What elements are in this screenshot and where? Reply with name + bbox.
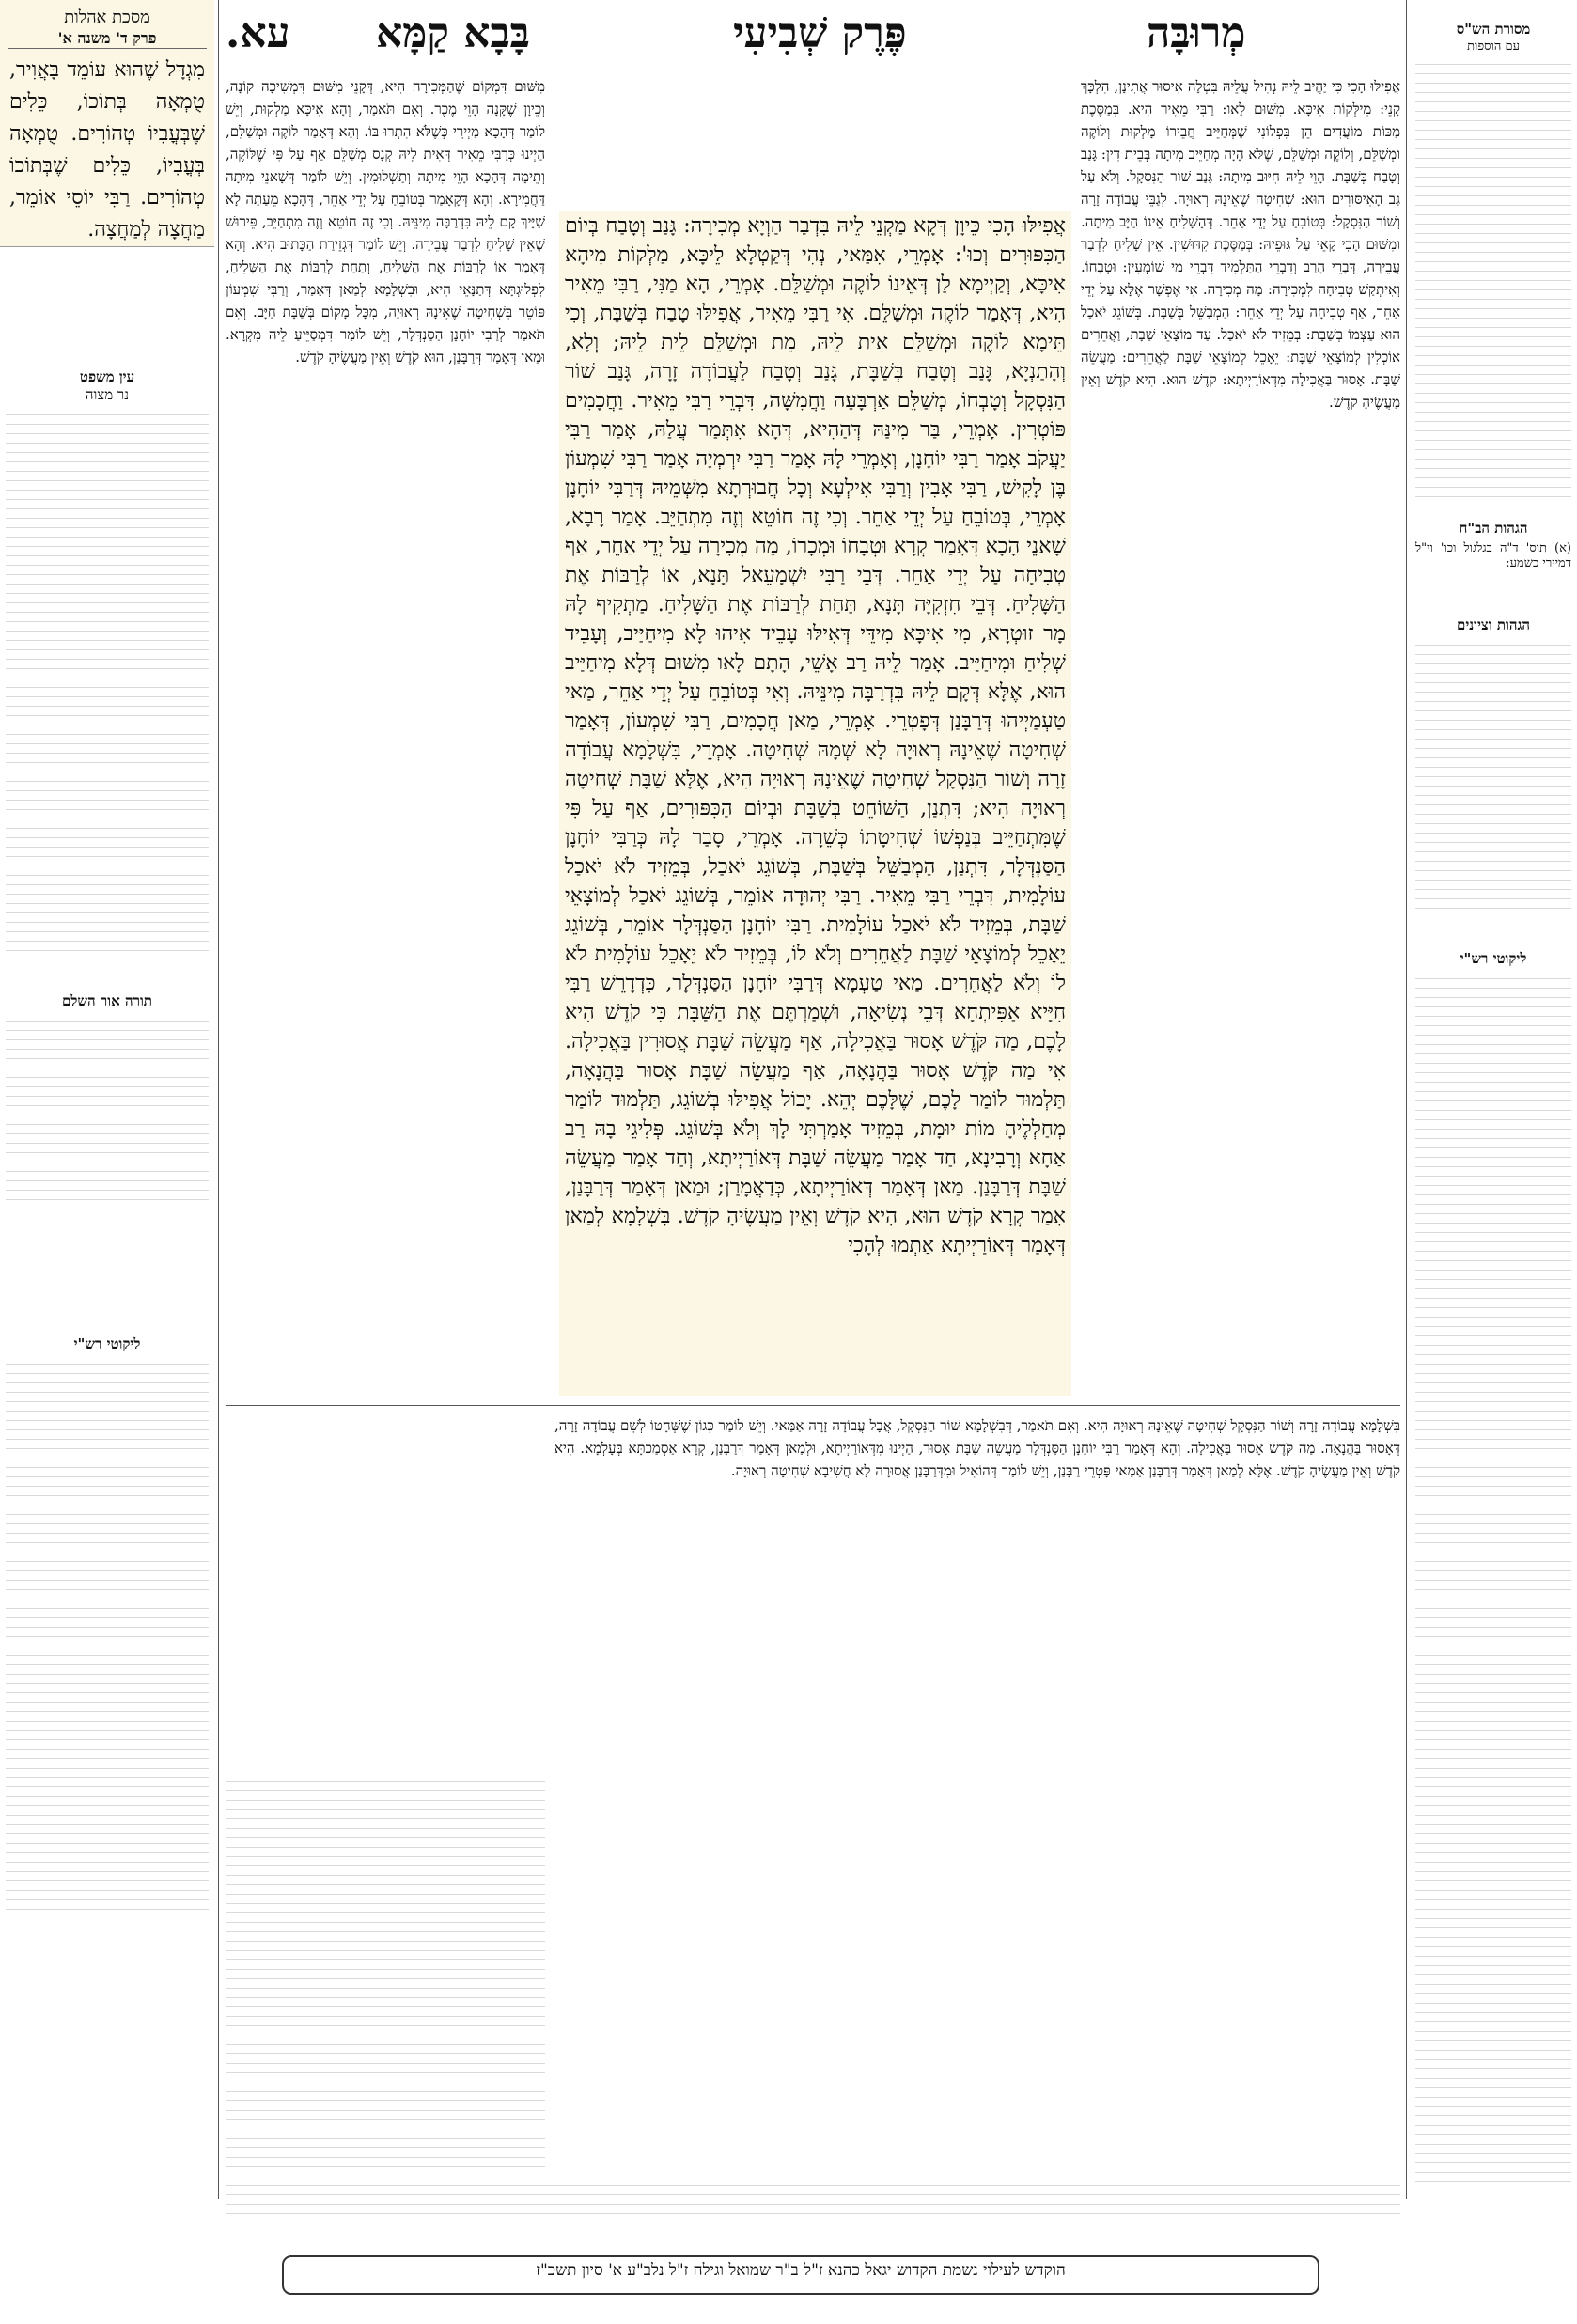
dedication-footer [282,2255,1319,2295]
page-header [226,9,1410,66]
left-sidebar-divider [218,0,219,2199]
torah-or-title: תורה אור השלם [62,992,152,1009]
hagahot-tziyunim-title: הגהות וציונים [1456,616,1531,633]
bottom-divider [226,1405,1400,1406]
hagahot-bach-title: הגהות הב"ח [1459,520,1528,537]
ner-mitzvah-title: נר מצוה [85,386,130,403]
ohalot-subtitle: פרק ד' משנה א' [8,29,207,49]
right-sidebar [1410,0,1577,2199]
tosafot-commentary: מִשּׁוּם דִּמְקוֹם שֶׁהַמְּכִירָה הִיא, דְּקָנֵי מִשּׁוּם דִּמְשִׁיכָה קוֹנָה, וְכֵיוָן שֶׁקָּנָה הָוֵי מֶכֶר. וְאִם תֹּאמַר, וְהָא אִיכָּא מַלְקוּת, וְיֵשׁ לוֹמַר דְּהָכָא מַיְירֵי כְּשֶׁלֹּא הִתְרוּ בּוֹ. וְהָא דְּאָמַר לוֹקֶה וּמְשַׁלֵּם, הַיְינוּ כְּרַבִּי מֵאִיר דְּאִית לֵיהּ קְנָס מְשַׁלֵּם אַף עַל פִּי שֶׁלּוֹקֶה, וְתֵימָה דְּהָכָא הָוֵי מִיתָה וְתַשְׁלוּמִין. וְיֵשׁ לוֹמַר דְּשָׁאנֵי מִיתָה דַּחֲמִירָא. וְהָא דְּקָאָמַר בְּטוֹבֵחַ עַל יְדֵי אַחֵר, דְּהָכָא מֵעַתָּה לָא שַׁיָּיךְ קָם לֵיהּ בִּדְרַבָּה מִינֵּיהּ. וְכִי זֶה חוֹטֵא וְזֶה מִתְחַיֵּב, פֵּירוּשׁ שֶׁאֵין שָׁלִיחַ לִדְבַר עֲבֵירָה. וְיֵשׁ לוֹמַר דְּגְזֵירַת הַכָּתוּב הִיא. וְהָא דְּאָמַר אוֹ לְרַבּוֹת אֶת הַשָּׁלִיחַ, וְתַחַת לְרַבּוֹת אֶת הַשָּׁלִיחַ, לִפְלוּגְתָּא דְּתַנָּאֵי הִיא, וּבִשְׁלָמָא לְמַאן דְּאָמַר, וְרַבִּי שִׁמְעוֹן פּוֹטֵר בִּשְׁחִיטָה שֶׁאֵינָהּ רְאוּיָה, מִכָּל מָקוֹם בְּשַׁבָּת חַיָּב. וְאִם תֹּאמַר לְרַבִּי יוֹחָנָן הַסַּנְדְּלָר, וְיֵשׁ לוֹמַר דִּמְסַיֵּיעַ לֵיהּ מִקְּרָא. וּמַאן דְּאָמַר דְּרַבָּנַן, הוּא קֹדֶשׁ וְאֵין מַעֲשֶׂיהָ קֹדֶשׁ. [226,78,545,366]
left-sidebar [0,256,214,2191]
ohalot-title: מסכת אהלות [64,8,150,27]
mesoret-subtitle: עם הוספות [1467,39,1520,54]
ohalot-text: מִגְדָּל שֶׁהוּא עוֹמֵד בָּאֲוִיר, טֻמְאָה בְּתוֹכוֹ, כֵּלִים שֶׁבְּעֳבִיוֹ טְהוֹרִים. טֻמְאָה בְּעֳבִיוֹ, כֵּלִים שֶׁבְּתוֹכוֹ טְהוֹרִים. רַבִּי יוֹסֵי אוֹמֵר, מַחֲצָה לְמַחֲצָה. [9,58,205,242]
ein-mishpat-title: עין משפט [79,368,135,385]
masechet-name: בָּבָא קַמָּא [376,9,530,57]
likutei-rashi-left-title: ליקוטי רש"י [73,1335,141,1352]
right-sidebar-divider [1406,0,1407,2199]
likutei-rashi-left-text [6,1359,209,1913]
footnote-band [226,2180,1400,2222]
bottom-commentary: בִּשְׁלָמָא עֲבוֹדָה זָרָה וְשׁוֹר הַנִּסְקָל שְׁחִיטָה שֶׁאֵינָהּ רְאוּיָה הִיא. וְאִם תֹּאמַר, דְּבִשְׁלָמָא שׁוֹר הַנִּסְקָל, אֲבָל עֲבוֹדָה זָרָה אַמַּאי. וְיֵשׁ לוֹמַר כְּגוֹן שֶׁשְּׁחָטוֹ לְשֵׁם עֲבוֹדָה זָרָה, דְּאָסוּר בַּהֲנָאָה. מַה קֹּדֶשׁ אָסוּר בַּאֲכִילָה. וְהָא דְּאָמַר רַבִּי יוֹחָנָן הַסַּנְדְּלָר מַעֲשֵׂה שַׁבָּת אָסוּר, הַיְינוּ מִדְּאוֹרַיְיתָא, וּלְמַאן דְּאָמַר דְּרַבָּנַן, קְרָא אַסְמַכְתָּא בְּעָלְמָא. הִיא קֹדֶשׁ וְאֵין מַעֲשֶׂיהָ קֹדֶשׁ. אֶלָּא לְמַאן דְּאָמַר דְּרַבָּנַן אַמַּאי פָּטְרֵי רַבָּנַן, וְיֵשׁ לוֹמַר דְּהוֹאִיל וּמִדְּרַבָּנַן אֲסוּרָה לָא חֲשִׁיבָא שְׁחִיטָה רְאוּיָה. [554,1417,1400,1479]
dedication-text: הוקדש לעילוי נשמת הקדוש יגאל כהנא ז"ל ב"ר שמואל וגילה ז"ל נלב"ע א' סיון תשכ"ז [536,2261,1066,2280]
ohalot-mishna-box [0,0,214,247]
perek-name: מְרוּבָּה [1147,9,1246,57]
likutei-rashi-right-title: ליקוטי רש"י [1460,950,1527,967]
perek-number: פֶּרֶק שְׁבִיעִי [733,9,907,57]
mesoret-text [1415,59,1571,501]
daf-number: עא. [226,9,290,57]
hagahot-bach-text: (א) תוס' ד"ה בגלגול וכו' וי"ל דמיירי כשמע: [1415,541,1571,570]
hagahot-tziyunim-text [1415,640,1571,912]
likutei-rashi-right-text [1415,974,1571,2195]
torah-or-text [6,1016,209,1213]
gemara-text: אֲפִילּוּ הָכִי כֵּיוָן דְּקָא מַקְנֵי לֵיהּ בִּדְבַר הַוְיָא מְכִירָה: גָּנַב וְטָבַח בְּיוֹם הַכִּפּוּרִים וְכוּ': אָמְרֵי, אִמַּאי, נְהִי דְּקַטְלָא לֵיכָּא, מַלְקוֹת מִיהָא אִיכָּא, וְקַיְימָא לַן דְּאֵינוֹ לוֹקֶה וּמְשַׁלֵּם. אָמְרֵי, הָא מַנִּי, רַבִּי מֵאִיר הִיא, דְּאָמַר לוֹקֶה וּמְשַׁלֵּם. אִי רַבִּי מֵאִיר, אֲפִילּוּ טָבַח בְּשַׁבָּת, וְכִי תֵּימָא לוֹקֶה וּמְשַׁלֵּם אִית לֵיהּ, מֵת וּמְשַׁלֵּם לֵית לֵיהּ; וְלָא, וְהָתַנְיָא, גָּנַב וְטָבַח בְּשַׁבָּת, גָּנַב וְטָבַח לַעֲבוֹדָה זָרָה, גָּנַב שׁוֹר הַנִּסְקָל וְטָבְחוֹ, מְשַׁלֵּם אַרְבָּעָה וַחֲמִשָּׁה, דִּבְרֵי רַבִּי מֵאִיר. וַחֲכָמִים פּוֹטְרִין. אָמְרֵי, בַּר מִינַּהּ דְּהַהִיא, דְּהָא אִתְּמַר עֲלַהּ, אָמַר רַבִּי יַעֲקֹב אָמַר רַבִּי יוֹחָנָן, וְאָמְרֵי לָהּ אָמַר רַבִּי יִרְמְיָה אָמַר רַבִּי שִׁמְעוֹן בֶּן לָקִישׁ, רַבִּי אָבִין וְרַבִּי אִילְעָא וְכָל חֲבוּרְתָא מִשְּׁמֵיהּ דְּרַבִּי יוֹחָנָן אָמְרֵי, בְּטוֹבֵחַ עַל יְדֵי אַחֵר. וְכִי זֶה חוֹטֵא וְזֶה מִתְחַיֵּב. אָמַר רָבָא, שָׁאנֵי הָכָא דְּאָמַר קְרָא וּטְבָחוֹ וּמְכָרוֹ, מָה מְכִירָה עַל יְדֵי אַחֵר, אַף טְבִיחָה עַל יְדֵי אַחֵר. דְּבֵי רַבִּי יִשְׁמָעֵאל תָּנָא, אוֹ לְרַבּוֹת אֶת הַשָּׁלִיחַ. דְּבֵי חִזְקִיָּה תָּנָא, תַּחַת לְרַבּוֹת אֶת הַשָּׁלִיחַ. מַתְקִיף לָהּ מָר זוּטְרָא, מִי אִיכָּא מִידֵּי דְּאִילּוּ עָבֵיד אִיהוּ לָא מִיחַיַּיב, וְעָבֵיד שְׁלִיחַ וּמִיחַיַּיב. אָמַר לֵיהּ רַב אָשֵׁי, הָתָם לָאו מִשּׁוּם דְּלָא מִיחַיַּיב הוּא, אֶלָּא דְּקָם לֵיהּ בִּדְרַבָּה מִינֵּיהּ. וְאִי בְּטוֹבֵחַ עַל יְדֵי אַחֵר, מַאי טַעְמַיְיהוּ דְּרַבָּנַן דְּפָטְרֵי. אָמְרֵי, מַאן חֲכָמִים, רַבִּי שִׁמְעוֹן, דְּאָמַר שְׁחִיטָה שֶׁאֵינָהּ רְאוּיָה לָא שְׁמָהּ שְׁחִיטָה. אָמְרֵי, בִּשְׁלָמָא עֲבוֹדָה זָרָה וְשׁוֹר הַנִּסְקָל שְׁחִיטָה שֶׁאֵינָהּ רְאוּיָה הִיא, אֶלָּא שַׁבָּת שְׁחִיטָה רְאוּיָה הִיא; דִּתְנַן, הַשּׁוֹחֵט בְּשַׁבָּת וּבְיוֹם הַכִּפּוּרִים, אַף עַל פִּי שֶׁמִּתְחַיֵּיב בְּנַפְשׁוֹ שְׁחִיטָתוֹ כְּשֵׁרָה. אָמְרֵי, סָבַר לָהּ כְּרַבִּי יוֹחָנָן הַסַּנְדְּלָר, דִּתְנַן, הַמְבַשֵּׁל בְּשַׁבָּת, בְּשׁוֹגֵג יֹאכַל, בְּמֵזִיד לֹא יֹאכַל עוֹלָמִית, דִּבְרֵי רַבִּי מֵאִיר. רַבִּי יְהוּדָה אוֹמֵר, בְּשׁוֹגֵג יֹאכַל לְמוֹצָאֵי שַׁבָּת, בְּמֵזִיד לֹא יֹאכַל עוֹלָמִית. רַבִּי יוֹחָנָן הַסַּנְדְּלָר אוֹמֵר, בְּשׁוֹגֵג יֵאָכֵל לְמוֹצָאֵי שַׁבָּת לַאֲחֵרִים וְלֹא לוֹ, בְּמֵזִיד לֹא יֵאָכֵל עוֹלָמִית לֹא לוֹ וְלֹא לַאֲחֵרִים. מַאי טַעְמָא דְּרַבִּי יוֹחָנָן הַסַּנְדְּלָר, כִּדְדָרֵשׁ רַבִּי חִיָּיא אַפִּיתְחָא דְּבֵי נְשִׂיאָה, וּשְׁמַרְתֶּם אֶת הַשַּׁבָּת כִּי קֹדֶשׁ הִיא לָכֶם, מַה קֹּדֶשׁ אָסוּר בַּאֲכִילָה, אַף מַעֲשֵׂה שַׁבָּת אֲסוּרִין בַּאֲכִילָה. אִי מַה קֹּדֶשׁ אָסוּר בַּהֲנָאָה, אַף מַעֲשֵׂה שַׁבָּת אָסוּר בַּהֲנָאָה, תַּלְמוּד לוֹמַר לָכֶם, שֶׁלָּכֶם יְהֵא. יָכוֹל אֲפִילּוּ בְּשׁוֹגֵג, תַּלְמוּד לוֹמַר מְחַלְלֶיהָ מוֹת יוּמָת, בְּמֵזִיד אָמַרְתִּי לָךְ וְלֹא בְּשׁוֹגֵג. פְּלִיגֵי בָהּ רַב אַחָא וְרָבִינָא, חַד אָמַר מַעֲשֵׂה שַׁבָּת דְּאוֹרַיְיתָא, וְחַד אָמַר מַעֲשֵׂה שַׁבָּת דְּרַבָּנַן. מַאן דְּאָמַר דְּאוֹרַיְיתָא, כְּדַאֲמָרַן; וּמַאן דְּאָמַר דְּרַבָּנַן, אָמַר קְרָא קֹדֶשׁ הוּא, הִיא קֹדֶשׁ וְאֵין מַעֲשֶׂיהָ קֹדֶשׁ. בִּשְׁלָמָא לְמַאן דְּאָמַר דְּאוֹרַיְיתָא אַתְמוּ לְהָכִי [559,211,1071,1396]
ein-mishpat-text [6,410,209,955]
rashi-commentary: אֲפִילּוּ הָכִי כִּי יַהֲיב לֵיהּ נְהִיל עֲלֵיהּ בִּטְלָה אִיסוּר אֲתִינָן, הִלְכָּךְ קָנֵי: מִילְּקוֹת אִיכָּא. מִשּׁוּם לָאו: רַבִּי מֵאִיר הִיא. בְּמַסֶּכֶת מַכּוֹת מוֹעֲדִים הֵן בִּפְלוֹנִי שֶׁמְּחַיֵּיב חֲבֵירוֹ מָלְקוּת וְלוֹקֶה וּמְשַׁלֵּם, וְלוֹקֶה וּמְשַׁלֵּם, שֶׁלֹּא הָיָה מְחַיֵּיב מִיתָה בְּבֵית דִּין: גָּנַב וְטָבַח בְּשַׁבָּת. הָוֵי לֵיהּ חִיּוּב מִיתָה: גָּנַב שׁוֹר הַנִּסְקָל. וְלֹא עַל גַּב הָאִיסּוּרִים הוּא: שְׁחִיטָה שֶׁאֵינָהּ רְאוּיָה. לְגַבֵּי עֲבוֹדָה זָרָה וְשׁוֹר הַנִּסְקָל: בְּטוֹבֵחַ עַל יְדֵי אַחֵר. דְּהָשָּׁלִיחַ אֵינוֹ חַיָּב מִיתָה. וּמִשּׁוּם הָכִי קָאֵי עַל גּוּפֵיהּ: בְּמַסֶּכֶת קִדּוּשִׁין. אֵין שָׁלִיחַ לִדְבַר עֲבֵירָה, דְּבָרֵי הָרַב וְדִבְרֵי הַתַּלְמִיד דִּבְרֵי מִי שׁוֹמְעִין: וּטְבָחוֹ. וְאִיתְקַשׁ טְבִיחָה לִמְכִירָה: מָה מְכִירָה. אִי אֶפְשָׁר אֶלָּא עַל יְדֵי אַחֵר, אַף טְבִיחָה עַל יְדֵי אַחֵר: הַמְבַשֵּׁל בְּשַׁבָּת. בְּשׁוֹגֵג יֹאכַל הוּא עַצְמוֹ בְּשַׁבָּת: בְּמֵזִיד לֹא יֹאכַל. עַד מוֹצָאֵי שַׁבָּת, וַאֲחֵרִים אוֹכְלִין לְמוֹצָאֵי שַׁבָּת: יֵאָכֵל לְמוֹצָאֵי שַׁבָּת לַאֲחֵרִים: מַעֲשֵׂה שַׁבָּת. אָסוּר בַּאֲכִילָה מִדְּאוֹרַיְיתָא: קֹדֶשׁ הוּא. הִיא קֹדֶשׁ וְאֵין מַעֲשֶׂיהָ קֹדֶשׁ. [1081,78,1400,411]
bottom-commentary-continued [226,1776,545,2171]
mesoret-title: מסורת הש"ס [1456,21,1531,38]
